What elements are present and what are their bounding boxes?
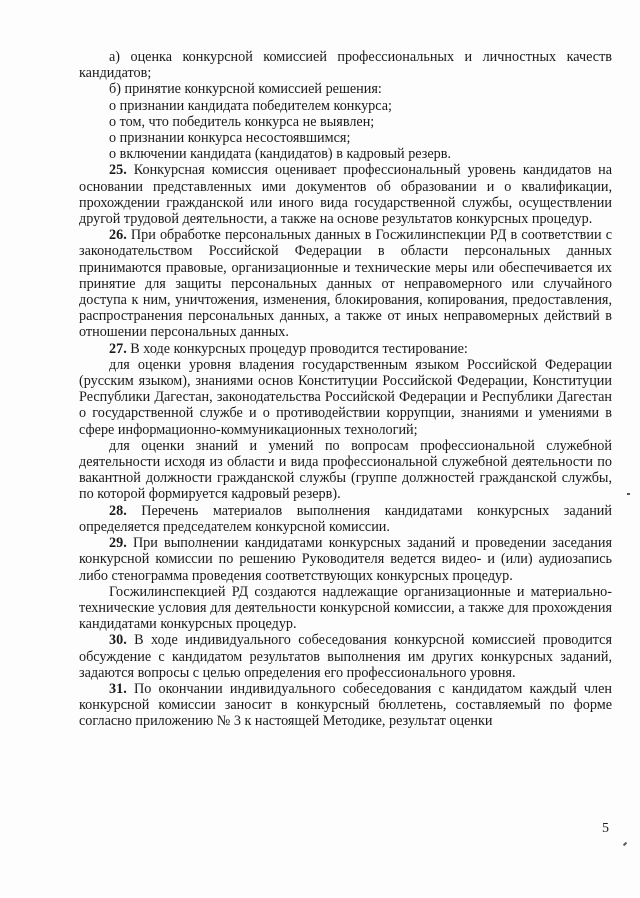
document-body [79, 49, 612, 730]
scan-speck [623, 842, 627, 846]
clause-number: 28. [109, 502, 127, 519]
paragraph-text: о том, что победитель конкурса не выявлен; [109, 113, 375, 130]
list-item [79, 146, 612, 162]
paragraph-text: а) оценка конкурсной комиссией профессиональных и личностных качеств кандидатов; [79, 49, 612, 82]
clause-number: 30. [109, 632, 127, 649]
list-item [79, 98, 612, 114]
paragraph-text: По окончании индивидуального собеседования с кандидатом каждый член конкурсной комиссии заносит в конкурсный бюллетень, составляемый по форме согласно приложению № 3 к настоящей Методике, результат оценки [79, 680, 613, 730]
clause-25 [79, 162, 612, 227]
paragraph-text: для оценки знаний и умений по вопросам профессиональной служебной деятельности исходя из области и вида профессиональной служебной деятельности по вакантной должности гражданской службы (группе должностей гражданской службы, по которой формируется кадровый резерв). [79, 437, 612, 503]
clause-number: 29. [109, 535, 127, 552]
clause-number: 27. [109, 340, 127, 357]
paragraph-text: о включении кандидата (кандидатов) в кадровый резерв. [109, 146, 452, 163]
page-number: 5 [602, 821, 609, 836]
clause-27 [79, 341, 612, 357]
paragraph-text: Конкурсная комиссия оценивает профессиональный уровень кандидатов на основании представленных ими документов об образовании и о квалификации, прохождении гражданской или иного вида государственной службы, осуществлении другой трудовой деятельности, а также на основе результатов конкурсных процедур. [79, 162, 613, 228]
scan-speck [627, 493, 630, 495]
paragraph-text: для оценки уровня владения государственным языком Российской Федерации (русским языком), знаниями основ Конституции Российской Федерации, Конституции Республики Дагестан, законодательства Российской Федерации и Республики Дагестан о государственной службе и о противодействии коррупции, знаниями и умениями в сфере информационно-коммуникационных технологий; [79, 356, 612, 438]
paragraph-text: В ходе индивидуального собеседования конкурсной комиссией проводится обсуждение с кандидатом результатов выполнения им других конкурсных заданий, задаются вопросы с целью определения его профессионального уровня. [79, 632, 612, 681]
clause-26 [79, 227, 612, 340]
paragraph-text: В ходе конкурсных процедур проводится тестирование: [130, 340, 468, 357]
paragraph-text: Госжилинспекцией РД создаются надлежащие организационные и материально-технические условия для деятельности конкурсной комиссии, а также для прохождения кандидатами конкурсных процедур. [79, 583, 612, 633]
clause-number: 31. [109, 680, 127, 697]
clause-number: 25. [109, 162, 127, 179]
clause-28 [79, 503, 612, 535]
clause-number: 26. [109, 227, 127, 244]
list-item [79, 114, 612, 130]
clause-29 [79, 535, 612, 584]
clause-27-item-2 [79, 438, 612, 503]
paragraph-text: б) принятие конкурсной комиссией решения: [109, 81, 382, 98]
paragraph-text: Перечень материалов выполнения кандидатами конкурсных заданий определяется председателем конкурсной комиссии. [79, 502, 612, 535]
list-item [79, 130, 612, 146]
paragraph-text: При выполнении кандидатами конкурсных заданий и проведении заседания конкурсной комиссии по решению Руководителя ведется видео- и (или) аудиозапись либо стенограмма проведения соответствующих конкурсных процедур. [79, 535, 613, 584]
clause-29-continuation [79, 584, 612, 633]
clause-30 [79, 632, 612, 681]
clause-27-item-1 [79, 357, 612, 438]
paragraph-b [79, 81, 612, 97]
clause-31 [79, 681, 612, 730]
paragraph-text: При обработке персональных данных в Госжилинспекции РД в соответствии с законодательством Российской Федерации в области персональных данных принимаются правовые, организационные и технические меры или обеспечивается их принятие для защиты персональных данных от неправомерного или случайного доступа к ним, уничтожения, изменения, блокирования, копирования, предоставления, распространения персональных данных, а также от иных неправомерных действий в отношении персональных данных. [79, 227, 612, 341]
paragraph-a [79, 49, 612, 81]
paragraph-text: о признании кандидата победителем конкурса; [109, 97, 392, 114]
paragraph-text: о признании конкурса несостоявшимся; [109, 130, 351, 147]
